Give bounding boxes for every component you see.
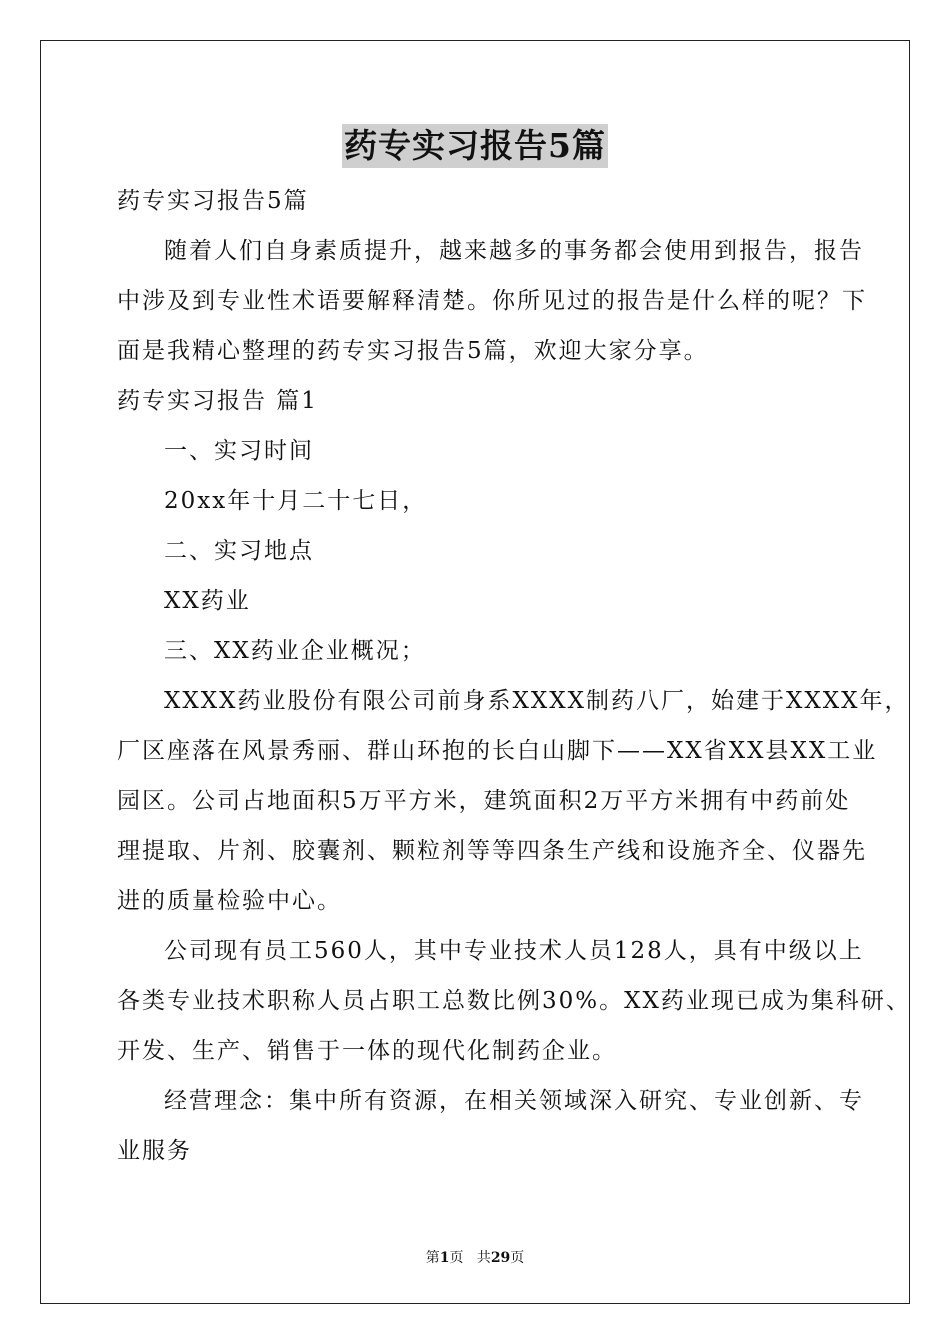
paragraph-line: 二、实习地点 — [164, 538, 314, 564]
footer-total-number: 29 — [490, 1250, 511, 1266]
paragraph-line: 业服务 — [117, 1138, 192, 1164]
paragraph-line: 20xx年十月二十七日， — [164, 488, 428, 514]
paragraph-line: 园区。公司占地面积5万平方米，建筑面积2万平方米拥有中药前处 — [117, 788, 851, 814]
footer-total-suffix: 页 — [510, 1250, 525, 1266]
title-wrap — [0, 124, 950, 168]
paragraph-line: XXXX药业股份有限公司前身系XXXX制药八厂，始建于XXXX年， — [164, 688, 910, 714]
paragraph-line: 各类专业技术职称人员占职工总数比例30%。XX药业现已成为集科研、 — [117, 988, 911, 1014]
subtitle-line: 药专实习报告5篇 — [117, 188, 309, 214]
paragraph-line: XX药业 — [164, 588, 251, 614]
footer-page-number: 1 — [439, 1250, 450, 1266]
paragraph-line: 面是我精心整理的药专实习报告5篇，欢迎大家分享。 — [117, 338, 709, 364]
paragraph-line: 三、XX药业企业概况； — [164, 638, 426, 664]
page-footer — [0, 1247, 950, 1267]
document-body — [117, 176, 911, 1176]
paragraph-line: 开发、生产、销售于一体的现代化制药企业。 — [117, 1038, 617, 1064]
footer-page-prefix: 第 — [425, 1250, 440, 1266]
paragraph-line: 进的质量检验中心。 — [117, 888, 342, 914]
paragraph-line: 随着人们自身素质提升，越来越多的事务都会使用到报告，报告 — [164, 238, 864, 264]
document-title: 药专实习报告5篇 — [342, 124, 608, 168]
footer-total-prefix: 共 — [476, 1250, 491, 1266]
section-heading: 药专实习报告 篇1 — [117, 388, 318, 414]
paragraph-line: 厂区座落在风景秀丽、群山环抱的长白山脚下——XX省XX县XX工业 — [117, 738, 878, 764]
paragraph-line: 经营理念：集中所有资源，在相关领域深入研究、专业创新、专 — [164, 1088, 864, 1114]
paragraph-line: 理提取、片剂、胶囊剂、颗粒剂等等四条生产线和设施齐全、仪器先 — [117, 838, 867, 864]
paragraph-line: 一、实习时间 — [164, 438, 314, 464]
paragraph-line: 公司现有员工560人，其中专业技术人员128人，具有中级以上 — [164, 938, 864, 964]
paragraph-line: 中涉及到专业性术语要解释清楚。你所见过的报告是什么样的呢？下 — [117, 288, 867, 314]
footer-page-suffix: 页 — [449, 1250, 464, 1266]
